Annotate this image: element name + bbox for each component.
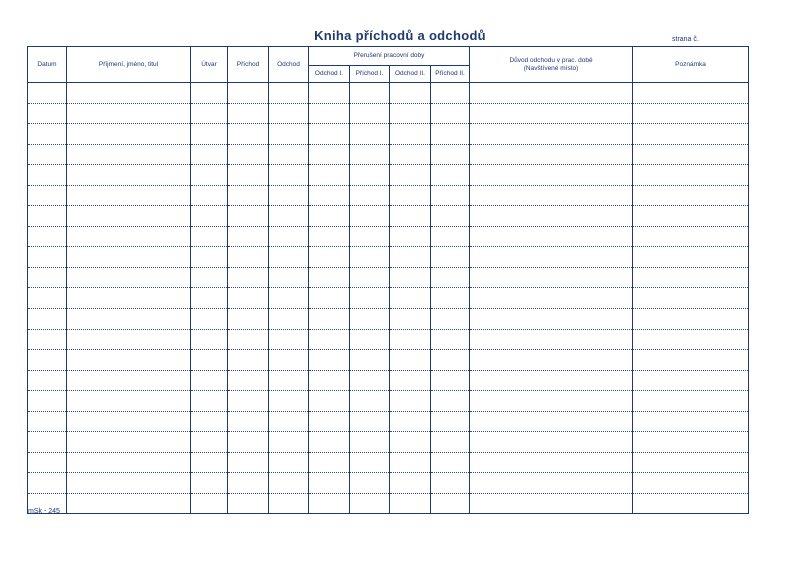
cell-interruption-arrival-1[interactable] <box>350 247 390 268</box>
cell-interruption-departure-1[interactable] <box>309 452 350 473</box>
cell-interruption-arrival-2[interactable] <box>431 185 470 206</box>
cell-interruption-departure-2[interactable] <box>390 288 431 309</box>
cell-date[interactable] <box>28 288 67 309</box>
cell-reason[interactable] <box>470 493 633 514</box>
header-date: Datum <box>28 47 67 83</box>
cell-interruption-arrival-1[interactable] <box>350 206 390 227</box>
cell-reason[interactable] <box>470 103 633 124</box>
cell-interruption-arrival-2[interactable] <box>431 309 470 330</box>
cell-interruption-arrival-2[interactable] <box>431 411 470 432</box>
cell-interruption-departure-2[interactable] <box>390 103 431 124</box>
cell-interruption-arrival-1[interactable] <box>350 370 390 391</box>
cell-arrival[interactable] <box>228 103 269 124</box>
cell-departure[interactable] <box>269 432 309 453</box>
cell-reason[interactable] <box>470 83 633 104</box>
cell-reason[interactable] <box>470 124 633 145</box>
cell-interruption-departure-1[interactable] <box>309 83 350 104</box>
cell-note[interactable] <box>633 144 749 165</box>
cell-interruption-departure-2[interactable] <box>390 124 431 145</box>
cell-departure[interactable] <box>269 185 309 206</box>
cell-interruption-departure-2[interactable] <box>390 370 431 391</box>
cell-department[interactable] <box>191 144 228 165</box>
cell-department[interactable] <box>191 206 228 227</box>
cell-interruption-departure-2[interactable] <box>390 226 431 247</box>
cell-departure[interactable] <box>269 165 309 186</box>
cell-interruption-arrival-2[interactable] <box>431 226 470 247</box>
cell-interruption-departure-1[interactable] <box>309 206 350 227</box>
cell-interruption-departure-1[interactable] <box>309 370 350 391</box>
cell-interruption-departure-2[interactable] <box>390 329 431 350</box>
cell-date[interactable] <box>28 473 67 494</box>
cell-note[interactable] <box>633 350 749 371</box>
cell-interruption-departure-1[interactable] <box>309 247 350 268</box>
cell-interruption-arrival-2[interactable] <box>431 165 470 186</box>
cell-department[interactable] <box>191 473 228 494</box>
table-row <box>28 124 749 145</box>
cell-reason[interactable] <box>470 144 633 165</box>
cell-name[interactable] <box>67 185 191 206</box>
cell-interruption-arrival-1[interactable] <box>350 267 390 288</box>
cell-interruption-arrival-2[interactable] <box>431 329 470 350</box>
cell-interruption-arrival-1[interactable] <box>350 350 390 371</box>
cell-name[interactable] <box>67 288 191 309</box>
cell-departure[interactable] <box>269 288 309 309</box>
cell-interruption-departure-1[interactable] <box>309 185 350 206</box>
cell-interruption-arrival-2[interactable] <box>431 144 470 165</box>
header-department: Útvar <box>191 47 228 83</box>
cell-name[interactable] <box>67 206 191 227</box>
cell-interruption-arrival-2[interactable] <box>431 267 470 288</box>
cell-arrival[interactable] <box>228 83 269 104</box>
cell-note[interactable] <box>633 185 749 206</box>
cell-interruption-departure-1[interactable] <box>309 144 350 165</box>
cell-departure[interactable] <box>269 103 309 124</box>
cell-interruption-arrival-1[interactable] <box>350 432 390 453</box>
cell-interruption-arrival-1[interactable] <box>350 144 390 165</box>
cell-interruption-departure-2[interactable] <box>390 309 431 330</box>
cell-reason[interactable] <box>470 432 633 453</box>
cell-date[interactable] <box>28 185 67 206</box>
cell-date[interactable] <box>28 309 67 330</box>
cell-departure[interactable] <box>269 247 309 268</box>
cell-name[interactable] <box>67 452 191 473</box>
cell-interruption-departure-2[interactable] <box>390 267 431 288</box>
cell-department[interactable] <box>191 83 228 104</box>
cell-interruption-departure-2[interactable] <box>390 185 431 206</box>
cell-interruption-departure-2[interactable] <box>390 432 431 453</box>
cell-note[interactable] <box>633 226 749 247</box>
cell-arrival[interactable] <box>228 226 269 247</box>
table-row <box>28 432 749 453</box>
cell-name[interactable] <box>67 391 191 412</box>
cell-department[interactable] <box>191 391 228 412</box>
cell-departure[interactable] <box>269 124 309 145</box>
cell-departure[interactable] <box>269 391 309 412</box>
cell-note[interactable] <box>633 493 749 514</box>
cell-interruption-arrival-2[interactable] <box>431 432 470 453</box>
cell-interruption-departure-2[interactable] <box>390 165 431 186</box>
table-body <box>28 83 749 514</box>
cell-interruption-arrival-1[interactable] <box>350 185 390 206</box>
cell-interruption-departure-2[interactable] <box>390 206 431 227</box>
cell-interruption-arrival-1[interactable] <box>350 493 390 514</box>
cell-interruption-departure-1[interactable] <box>309 391 350 412</box>
cell-reason[interactable] <box>470 165 633 186</box>
cell-arrival[interactable] <box>228 165 269 186</box>
cell-note[interactable] <box>633 267 749 288</box>
cell-reason[interactable] <box>470 206 633 227</box>
cell-date[interactable] <box>28 370 67 391</box>
cell-departure[interactable] <box>269 267 309 288</box>
cell-interruption-departure-1[interactable] <box>309 329 350 350</box>
cell-arrival[interactable] <box>228 288 269 309</box>
cell-interruption-arrival-1[interactable] <box>350 411 390 432</box>
cell-arrival[interactable] <box>228 247 269 268</box>
cell-name[interactable] <box>67 247 191 268</box>
cell-interruption-departure-1[interactable] <box>309 103 350 124</box>
cell-reason[interactable] <box>470 226 633 247</box>
cell-departure[interactable] <box>269 411 309 432</box>
cell-department[interactable] <box>191 452 228 473</box>
cell-name[interactable] <box>67 267 191 288</box>
cell-reason[interactable] <box>470 329 633 350</box>
table-row <box>28 83 749 104</box>
table-row <box>28 493 749 514</box>
header-name: Příjmení, jméno, titul <box>67 47 191 83</box>
cell-interruption-departure-2[interactable] <box>390 247 431 268</box>
cell-date[interactable] <box>28 124 67 145</box>
cell-departure[interactable] <box>269 206 309 227</box>
header-note: Poznámka <box>633 47 749 83</box>
cell-departure[interactable] <box>269 309 309 330</box>
form-title: Kniha příchodů a odchodů <box>314 28 486 43</box>
cell-note[interactable] <box>633 411 749 432</box>
header-departure: Odchod <box>269 47 309 83</box>
cell-interruption-arrival-1[interactable] <box>350 124 390 145</box>
cell-interruption-departure-2[interactable] <box>390 144 431 165</box>
cell-note[interactable] <box>633 103 749 124</box>
cell-date[interactable] <box>28 144 67 165</box>
cell-department[interactable] <box>191 370 228 391</box>
cell-interruption-arrival-2[interactable] <box>431 473 470 494</box>
cell-department[interactable] <box>191 309 228 330</box>
cell-arrival[interactable] <box>228 267 269 288</box>
cell-interruption-departure-1[interactable] <box>309 165 350 186</box>
cell-arrival[interactable] <box>228 493 269 514</box>
cell-interruption-arrival-2[interactable] <box>431 288 470 309</box>
cell-reason[interactable] <box>470 370 633 391</box>
cell-interruption-departure-1[interactable] <box>309 411 350 432</box>
cell-interruption-arrival-2[interactable] <box>431 493 470 514</box>
table-row <box>28 103 749 124</box>
header-reason-line1: Důvod odchodu v prac. době <box>509 56 593 64</box>
cell-interruption-arrival-1[interactable] <box>350 473 390 494</box>
cell-note[interactable] <box>633 432 749 453</box>
subheader-arrival-1: Příchod I. <box>350 66 390 83</box>
cell-arrival[interactable] <box>228 350 269 371</box>
cell-date[interactable] <box>28 83 67 104</box>
header-reason-line2: (Navštívené místo) <box>523 64 579 72</box>
cell-interruption-departure-2[interactable] <box>390 391 431 412</box>
cell-arrival[interactable] <box>228 411 269 432</box>
cell-note[interactable] <box>633 329 749 350</box>
cell-interruption-arrival-1[interactable] <box>350 83 390 104</box>
cell-department[interactable] <box>191 103 228 124</box>
cell-date[interactable] <box>28 206 67 227</box>
cell-interruption-departure-2[interactable] <box>390 473 431 494</box>
cell-name[interactable] <box>67 432 191 453</box>
cell-departure[interactable] <box>269 370 309 391</box>
table-row <box>28 452 749 473</box>
cell-interruption-departure-1[interactable] <box>309 309 350 330</box>
cell-name[interactable] <box>67 493 191 514</box>
cell-interruption-arrival-1[interactable] <box>350 288 390 309</box>
cell-interruption-departure-1[interactable] <box>309 124 350 145</box>
cell-departure[interactable] <box>269 226 309 247</box>
cell-name[interactable] <box>67 473 191 494</box>
cell-note[interactable] <box>633 83 749 104</box>
cell-department[interactable] <box>191 411 228 432</box>
cell-date[interactable] <box>28 391 67 412</box>
cell-note[interactable] <box>633 452 749 473</box>
cell-date[interactable] <box>28 350 67 371</box>
cell-name[interactable] <box>67 144 191 165</box>
cell-department[interactable] <box>191 350 228 371</box>
cell-date[interactable] <box>28 165 67 186</box>
subheader-departure-1: Odchod I. <box>309 66 350 83</box>
cell-department[interactable] <box>191 288 228 309</box>
cell-departure[interactable] <box>269 329 309 350</box>
cell-interruption-departure-2[interactable] <box>390 452 431 473</box>
cell-reason[interactable] <box>470 350 633 371</box>
cell-name[interactable] <box>67 411 191 432</box>
cell-arrival[interactable] <box>228 473 269 494</box>
cell-arrival[interactable] <box>228 144 269 165</box>
table-row <box>28 309 749 330</box>
subheader-arrival-2: Příchod II. <box>431 66 470 83</box>
cell-interruption-arrival-1[interactable] <box>350 226 390 247</box>
cell-arrival[interactable] <box>228 206 269 227</box>
cell-reason[interactable] <box>470 452 633 473</box>
cell-name[interactable] <box>67 350 191 371</box>
cell-departure[interactable] <box>269 83 309 104</box>
cell-name[interactable] <box>67 226 191 247</box>
cell-departure[interactable] <box>269 350 309 371</box>
form-code: mSk - 245 <box>28 508 60 515</box>
cell-departure[interactable] <box>269 452 309 473</box>
table-row <box>28 391 749 412</box>
table-row <box>28 206 749 227</box>
cell-date[interactable] <box>28 267 67 288</box>
cell-interruption-departure-1[interactable] <box>309 432 350 453</box>
table-row <box>28 247 749 268</box>
cell-interruption-arrival-2[interactable] <box>431 452 470 473</box>
cell-interruption-arrival-2[interactable] <box>431 391 470 412</box>
cell-date[interactable] <box>28 411 67 432</box>
table-row <box>28 267 749 288</box>
cell-interruption-departure-2[interactable] <box>390 493 431 514</box>
cell-departure[interactable] <box>269 144 309 165</box>
cell-note[interactable] <box>633 370 749 391</box>
cell-date[interactable] <box>28 247 67 268</box>
cell-interruption-arrival-1[interactable] <box>350 329 390 350</box>
cell-note[interactable] <box>633 206 749 227</box>
cell-name[interactable] <box>67 83 191 104</box>
cell-reason[interactable] <box>470 309 633 330</box>
cell-reason[interactable] <box>470 411 633 432</box>
cell-department[interactable] <box>191 267 228 288</box>
table-row <box>28 185 749 206</box>
cell-interruption-departure-1[interactable] <box>309 350 350 371</box>
cell-reason[interactable] <box>470 267 633 288</box>
cell-department[interactable] <box>191 124 228 145</box>
table-row <box>28 144 749 165</box>
cell-interruption-arrival-2[interactable] <box>431 206 470 227</box>
cell-date[interactable] <box>28 452 67 473</box>
cell-interruption-arrival-1[interactable] <box>350 165 390 186</box>
cell-interruption-departure-2[interactable] <box>390 350 431 371</box>
cell-interruption-arrival-2[interactable] <box>431 370 470 391</box>
cell-interruption-departure-1[interactable] <box>309 288 350 309</box>
cell-name[interactable] <box>67 165 191 186</box>
cell-arrival[interactable] <box>228 432 269 453</box>
cell-interruption-arrival-1[interactable] <box>350 391 390 412</box>
cell-interruption-departure-2[interactable] <box>390 411 431 432</box>
cell-interruption-departure-1[interactable] <box>309 493 350 514</box>
cell-arrival[interactable] <box>228 329 269 350</box>
cell-interruption-departure-1[interactable] <box>309 226 350 247</box>
cell-interruption-arrival-1[interactable] <box>350 309 390 330</box>
header-reason <box>470 47 633 83</box>
cell-note[interactable] <box>633 165 749 186</box>
cell-arrival[interactable] <box>228 370 269 391</box>
cell-name[interactable] <box>67 370 191 391</box>
cell-department[interactable] <box>191 247 228 268</box>
cell-interruption-departure-2[interactable] <box>390 83 431 104</box>
cell-department[interactable] <box>191 493 228 514</box>
table-row <box>28 329 749 350</box>
cell-interruption-arrival-2[interactable] <box>431 103 470 124</box>
table-row <box>28 288 749 309</box>
table-row <box>28 411 749 432</box>
page-number-label: strana č. <box>672 36 699 43</box>
cell-date[interactable] <box>28 103 67 124</box>
cell-arrival[interactable] <box>228 452 269 473</box>
cell-reason[interactable] <box>470 185 633 206</box>
table-row <box>28 370 749 391</box>
cell-interruption-arrival-2[interactable] <box>431 124 470 145</box>
cell-note[interactable] <box>633 309 749 330</box>
cell-department[interactable] <box>191 165 228 186</box>
cell-department[interactable] <box>191 329 228 350</box>
cell-interruption-arrival-2[interactable] <box>431 350 470 371</box>
cell-name[interactable] <box>67 329 191 350</box>
table-row <box>28 350 749 371</box>
cell-date[interactable] <box>28 329 67 350</box>
cell-arrival[interactable] <box>228 309 269 330</box>
cell-interruption-departure-1[interactable] <box>309 473 350 494</box>
cell-interruption-arrival-2[interactable] <box>431 247 470 268</box>
cell-arrival[interactable] <box>228 185 269 206</box>
cell-interruption-departure-1[interactable] <box>309 267 350 288</box>
header-arrival: Příchod <box>228 47 269 83</box>
cell-name[interactable] <box>67 124 191 145</box>
cell-department[interactable] <box>191 185 228 206</box>
cell-date[interactable] <box>28 432 67 453</box>
table-row <box>28 473 749 494</box>
cell-note[interactable] <box>633 391 749 412</box>
cell-note[interactable] <box>633 288 749 309</box>
cell-reason[interactable] <box>470 288 633 309</box>
cell-interruption-arrival-2[interactable] <box>431 83 470 104</box>
header-interruption-group: Přerušení pracovní doby <box>309 47 470 66</box>
cell-date[interactable] <box>28 226 67 247</box>
cell-interruption-arrival-1[interactable] <box>350 103 390 124</box>
cell-departure[interactable] <box>269 493 309 514</box>
cell-note[interactable] <box>633 247 749 268</box>
attendance-table <box>27 46 749 514</box>
subheader-departure-2: Odchod II. <box>390 66 431 83</box>
cell-name[interactable] <box>67 309 191 330</box>
cell-departure[interactable] <box>269 473 309 494</box>
cell-reason[interactable] <box>470 391 633 412</box>
cell-note[interactable] <box>633 473 749 494</box>
table-row <box>28 165 749 186</box>
cell-department[interactable] <box>191 226 228 247</box>
cell-reason[interactable] <box>470 473 633 494</box>
cell-department[interactable] <box>191 432 228 453</box>
cell-arrival[interactable] <box>228 124 269 145</box>
cell-name[interactable] <box>67 103 191 124</box>
cell-reason[interactable] <box>470 247 633 268</box>
cell-note[interactable] <box>633 124 749 145</box>
cell-arrival[interactable] <box>228 391 269 412</box>
table-row <box>28 226 749 247</box>
cell-interruption-arrival-1[interactable] <box>350 452 390 473</box>
